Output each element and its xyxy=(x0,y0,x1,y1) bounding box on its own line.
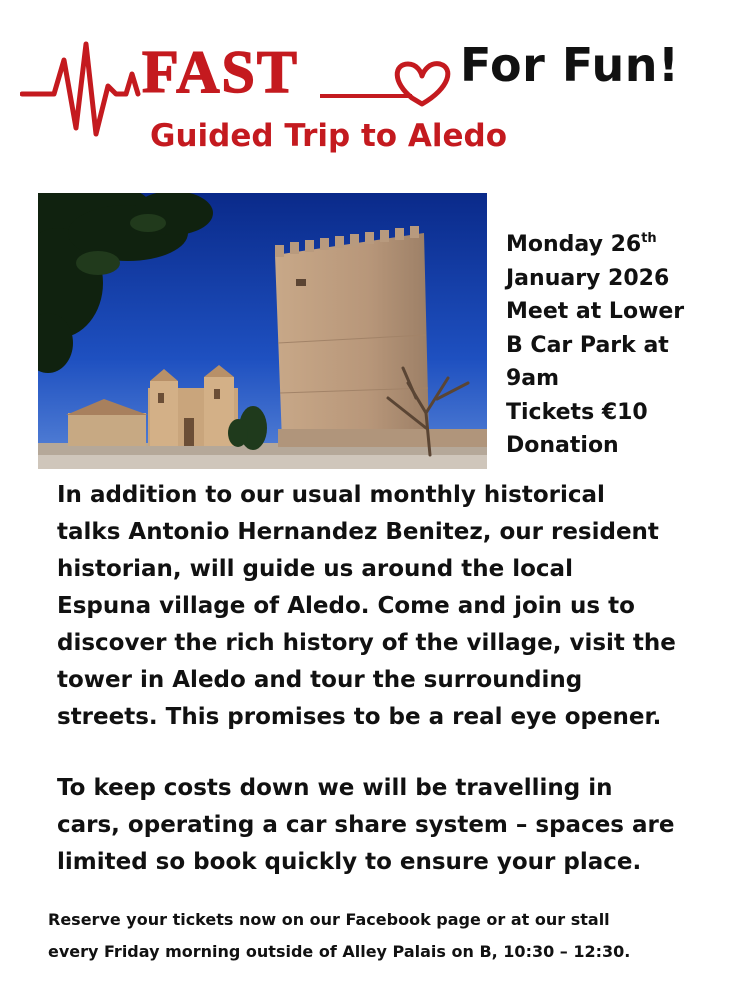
car-share-paragraph: To keep costs down we will be travelling in cars, operating a car share system – spaces are limited so book quickly to ensure your place. xyxy=(57,775,675,875)
event-meeting-point: B Car Park at xyxy=(506,332,669,358)
description-paragraph: In addition to our usual monthly historical talks Antonio Hernandez Benitez, our resident historian, will guide us around the local Espuna village of Aledo. Come and join us to discover the rich history of the village, visit the tower in Aledo and tour the surrounding streets. This promises to be a real eye opener. xyxy=(57,482,676,730)
aledo-tower-photo xyxy=(38,193,487,469)
heartbeat-line-icon xyxy=(22,44,138,134)
event-ticket-note: Donation xyxy=(506,433,619,458)
event-ticket-price: Tickets €10 xyxy=(506,399,648,425)
event-date-line: Monday 26th xyxy=(506,231,657,257)
booking-info: Reserve your tickets now on our Facebook page or at our stall every Friday morning outside of Alley Palais on B, 10:30 – 12:30. xyxy=(48,910,631,961)
event-time: 9am xyxy=(506,366,560,391)
event-meeting-point: Meet at Lower xyxy=(506,299,685,324)
brand-text: FAST xyxy=(142,39,299,105)
event-date-year: January 2026 xyxy=(506,265,670,291)
event-details xyxy=(506,228,742,463)
page-subtitle: Guided Trip to Aledo xyxy=(150,118,508,154)
page-title: For Fun! xyxy=(460,38,680,92)
